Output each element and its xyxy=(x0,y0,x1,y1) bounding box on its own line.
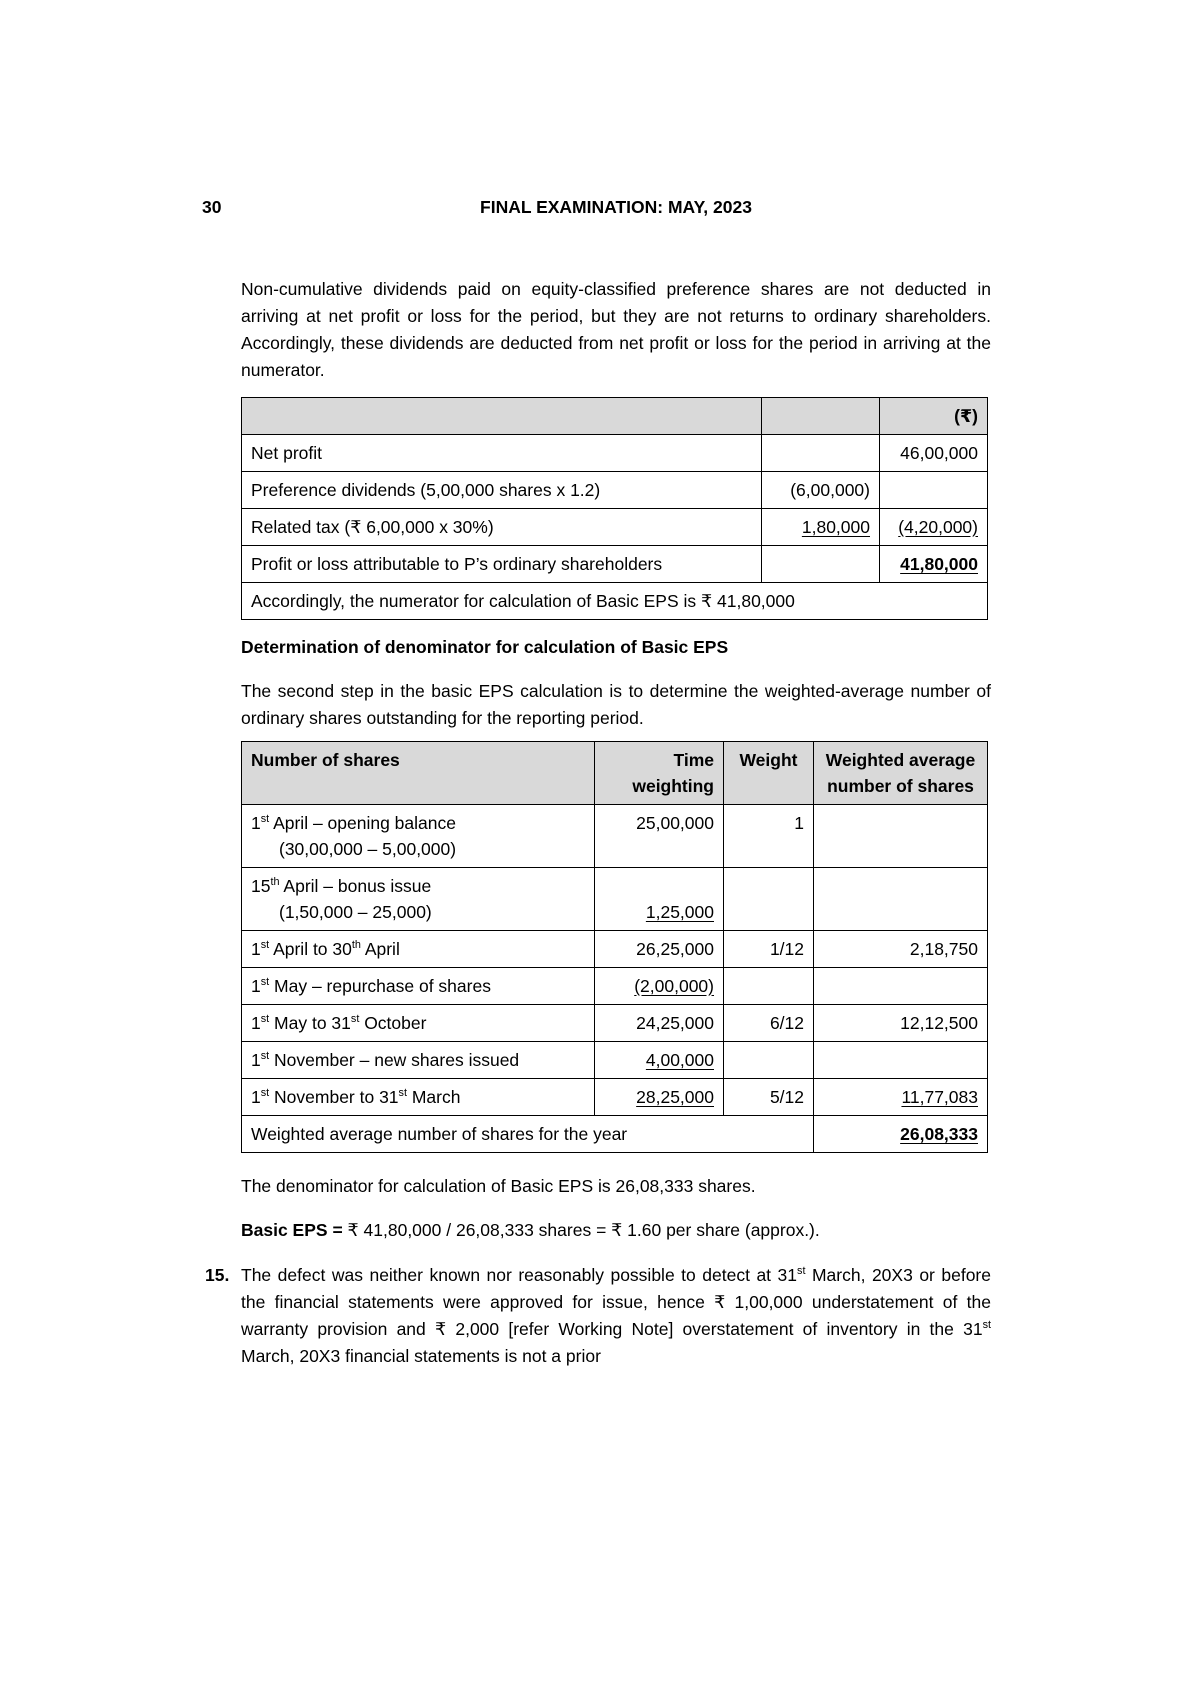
denominator-result: The denominator for calculation of Basic EPS is 26,08,333 shares. xyxy=(241,1176,756,1196)
table-row xyxy=(242,435,988,472)
header-number-of-shares: Number of shares xyxy=(242,742,595,805)
row-weight-cell xyxy=(724,1042,814,1079)
row-mid-cell xyxy=(762,435,880,472)
table-row xyxy=(242,546,988,583)
table-row xyxy=(242,805,988,868)
row-time-weighting-cell: 28,25,000 xyxy=(595,1079,724,1116)
row-weighted-average-cell xyxy=(814,1042,988,1079)
denominator-paragraph: The second step in the basic EPS calculation is to determine the weighted-average number of ordinary shares outstanding for the reporting period. xyxy=(241,681,991,728)
row-label-cell: 1st May to 31st October xyxy=(242,1005,595,1042)
row-time-weighting-cell: (2,00,000) xyxy=(595,968,724,1005)
shares-table-body xyxy=(242,805,988,1116)
numerator-table xyxy=(241,397,988,620)
row-right-cell: (4,20,000) xyxy=(880,509,988,546)
row-label-cell: Related tax (₹ 6,00,000 x 30%) xyxy=(242,509,762,546)
table-row xyxy=(242,931,988,968)
shares-footer-row xyxy=(242,1116,988,1153)
row-weight-cell: 5/12 xyxy=(724,1079,814,1116)
row-time-weighting-cell: 26,25,000 xyxy=(595,931,724,968)
table-row xyxy=(242,1042,988,1079)
basic-eps-value: ₹ 41,80,000 / 26,08,333 shares = ₹ 1.60 per share (approx.). xyxy=(342,1220,820,1240)
header-weight: Weight xyxy=(724,742,814,805)
row-weight-cell: 1 xyxy=(724,805,814,868)
item-number: 15. xyxy=(205,1265,230,1285)
page-header xyxy=(202,197,991,218)
page-title: FINAL EXAMINATION: MAY, 2023 xyxy=(480,197,752,217)
currency-header-cell: (₹) xyxy=(880,398,988,435)
intro-paragraph: Non-cumulative dividends paid on equity-classified preference shares are not deducted in arriving at net profit or loss for the period, but they are not returns to ordinary shareholders. Accordingly, these dividends are deducted from net profit or loss for the period in arriving at the numerator. xyxy=(241,279,991,380)
row-weighted-average-cell xyxy=(814,968,988,1005)
table-row xyxy=(242,472,988,509)
shares-table-header-row xyxy=(242,742,988,805)
basic-eps-label: Basic EPS = xyxy=(241,1220,343,1240)
row-weight-cell: 6/12 xyxy=(724,1005,814,1042)
row-time-weighting-cell: 4,00,000 xyxy=(595,1042,724,1079)
numerator-table-header-row xyxy=(242,398,988,435)
page-content xyxy=(205,276,991,1370)
item-text: The defect was neither known nor reasonably possible to detect at 31st March, 20X3 or before the financial statements were approved for issue, hence ₹ 1,00,000 understatement of the warranty provision and ₹ 2,000 [refer Working Note] overstatement of inventory in the 31st March, 20X3 financial statements is not a prior xyxy=(241,1265,991,1366)
row-weighted-average-cell xyxy=(814,868,988,931)
table-row xyxy=(242,868,988,931)
page-number: 30 xyxy=(202,197,222,217)
row-label-cell: 1st November to 31st March xyxy=(242,1079,595,1116)
row-mid-cell: 1,80,000 xyxy=(762,509,880,546)
header-weighted-average: Weighted average number of shares xyxy=(814,742,988,805)
row-mid-cell: (6,00,000) xyxy=(762,472,880,509)
row-label-cell: Preference dividends (5,00,000 shares x 1.2) xyxy=(242,472,762,509)
row-time-weighting-cell: 25,00,000 xyxy=(595,805,724,868)
numerator-footer-cell: Accordingly, the numerator for calculation of Basic EPS is ₹ 41,80,000 xyxy=(242,583,988,620)
row-weighted-average-cell xyxy=(814,805,988,868)
row-mid-cell xyxy=(762,546,880,583)
row-time-weighting-cell: 24,25,000 xyxy=(595,1005,724,1042)
row-label-cell: Profit or loss attributable to P’s ordinary shareholders xyxy=(242,546,762,583)
basic-eps-line xyxy=(241,1217,991,1244)
table-row xyxy=(242,509,988,546)
shares-footer-label: Weighted average number of shares for the year xyxy=(242,1116,814,1153)
row-weight-cell: 1/12 xyxy=(724,931,814,968)
row-label-cell: 15th April – bonus issue (1,50,000 – 25,000) xyxy=(242,868,595,931)
table-row xyxy=(242,1079,988,1116)
row-right-cell xyxy=(880,472,988,509)
row-right-cell: 46,00,000 xyxy=(880,435,988,472)
row-weighted-average-cell: 12,12,500 xyxy=(814,1005,988,1042)
empty-header-cell xyxy=(242,398,762,435)
row-label-cell: 1st April – opening balance (30,00,000 – 5,00,000) xyxy=(242,805,595,868)
row-weighted-average-cell: 2,18,750 xyxy=(814,931,988,968)
table-row xyxy=(242,1005,988,1042)
denominator-heading: Determination of denominator for calculation of Basic EPS xyxy=(241,637,729,657)
numbered-item-15 xyxy=(205,1262,991,1370)
numerator-table-body xyxy=(242,435,988,583)
row-weight-cell xyxy=(724,968,814,1005)
row-right-cell: 41,80,000 xyxy=(880,546,988,583)
table-row xyxy=(242,968,988,1005)
row-label-cell: Net profit xyxy=(242,435,762,472)
row-weight-cell xyxy=(724,868,814,931)
row-weighted-average-cell: 11,77,083 xyxy=(814,1079,988,1116)
row-time-weighting-cell: 1,25,000 xyxy=(595,868,724,931)
numerator-footer-row xyxy=(242,583,988,620)
shares-table xyxy=(241,741,988,1153)
row-label-cell: 1st April to 30th April xyxy=(242,931,595,968)
empty-header-cell xyxy=(762,398,880,435)
shares-footer-value: 26,08,333 xyxy=(814,1116,988,1153)
row-label-cell: 1st November – new shares issued xyxy=(242,1042,595,1079)
row-label-cell: 1st May – repurchase of shares xyxy=(242,968,595,1005)
header-time-weighting: Time weighting xyxy=(595,742,724,805)
